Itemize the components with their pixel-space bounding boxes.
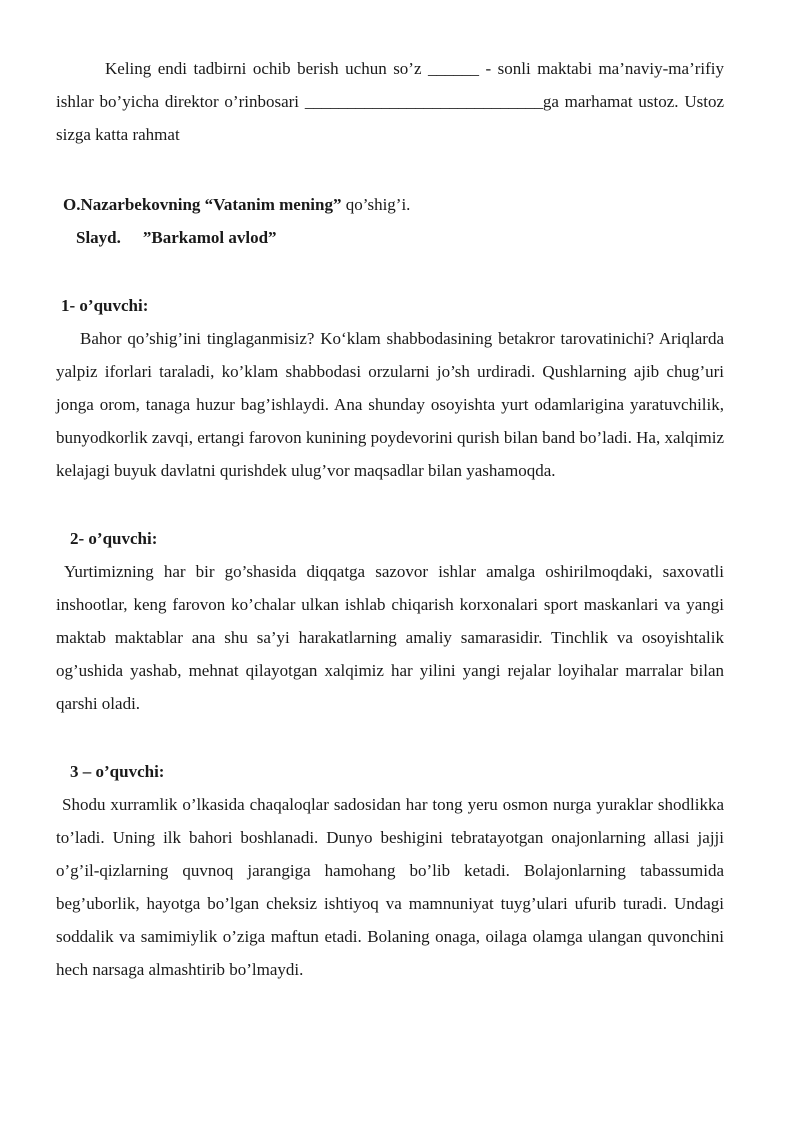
slide-label: Slayd. [76, 228, 121, 247]
reader-2-text: Yurtimizning har bir go’shasida diqqatga sazovor ishlar amalga oshirilmoqdaki, saxovatli inshootlar, keng farovon ko’chalar ulkan ishlab chiqarish korxonalari sport maskanlari va yangi maktab maktablar ana shu sa’yi harakatlarning amaliy samarasidir. Tinchlik va osoyishtalik og’ushida yashab, mehnat qilayotgan xalqimiz har yilini yangi rejalar loyihalar marralar bilan qarshi oladi. [56, 562, 724, 713]
intro-text: Keling endi tadbirni ochib berish uchun so’z ______ - sonli maktabi ma’naviy-ma’rifiy ishlar bo’yicha direktor o’rinbosari [56, 59, 724, 111]
song-title: O.Nazarbekovning “Vatanim mening” [63, 195, 342, 214]
slide-line [56, 221, 724, 254]
slide-title: ”Barkamol avlod” [142, 228, 277, 247]
reader-3-heading: 3 – o’quvchi: [70, 762, 165, 781]
song-announcement [56, 188, 724, 221]
song-suffix: qo’shig’i. [345, 195, 411, 214]
intro-name-blank: ____________________________ [304, 92, 543, 111]
intro-paragraph [56, 52, 724, 151]
reader-3-text: Shodu xurramlik o’lkasida chaqaloqlar sadosidan har tong yeru osmon nurga yuraklar shodlikka to’ladi. Uning ilk bahori boshlanadi. Dunyo beshigini tebratayotgan onajonlarning allasi jajji o’g’il-qizlarning quvnoq jarangiga hamohang bo’lib ketadi. Bolajonlarning tabassumida beg’uborlik, hayotga bo’lgan cheksiz ishtiyoq va mamnuniyat tuyg’ulari ufurib turadi. Undagi soddalik va samimiylik o’ziga maftun etadi. Bolaning onaga, oilaga olamga ulangan quvonchini hech narsaga almashtirib bo’lmaydi. [56, 795, 724, 979]
document-page [56, 52, 724, 986]
reader-1-heading: 1- o’quvchi: [61, 296, 149, 315]
intro-closing-text: ga marhamat ustoz. Ustoz sizga katta rahmat [56, 92, 725, 144]
reader-1-text: Bahor qo’shig’ini tinglaganmisiz? Ko‘klam shabbodasining betakror tarovatinichi? Ariqlarda yalpiz iforlari taraladi, ko’klam shabbodasi orzularni jo’sh urdiradi. Qushlarning ajib chug’uri jonga orom, tanaga huzur bag’ishlaydi. Ana shunday osoyishta yurt odamlarigina yaratuvchilik, bunyodkorlik zavqi, ertangi farovon kunining poydevorini qurish bilan band bo’ladi. Ha, xalqimiz kelajagi buyuk davlatni qurishdek ulug’vor maqsadlar bilan yashamoqda. [56, 329, 724, 480]
reader-2-heading: 2- o’quvchi: [70, 529, 158, 548]
